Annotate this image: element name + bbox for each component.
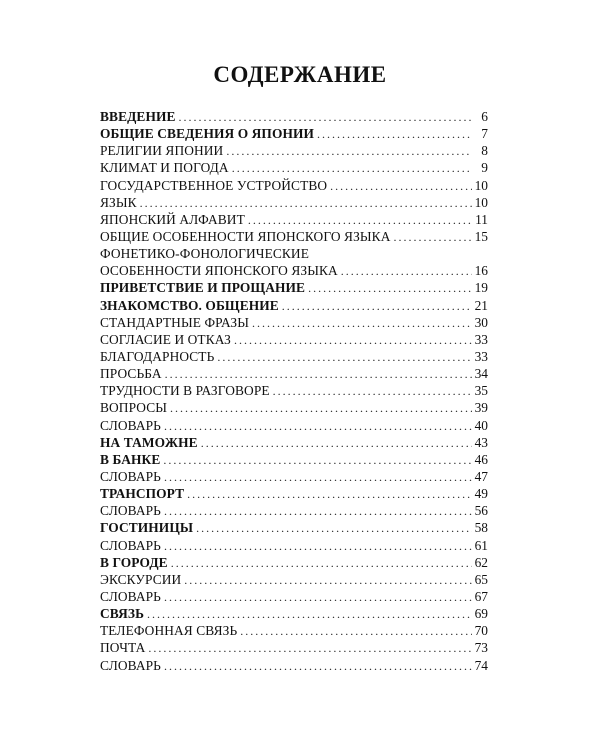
toc-page-number: 6 xyxy=(481,109,488,124)
toc-page-number: 11 xyxy=(475,211,488,227)
toc-entry-label: ВВЕДЕНИЕ xyxy=(100,109,176,124)
toc-entry-label: СЛОВАРЬ xyxy=(100,537,161,553)
toc-entry xyxy=(100,622,488,639)
dot-leader xyxy=(164,418,472,434)
toc-entry-label: НА ТАМОЖНЕ xyxy=(100,434,198,450)
toc-entry-label: ВОПРОСЫ xyxy=(100,400,168,416)
toc-entry-label: ЭКСКУРСИИ xyxy=(100,571,182,587)
toc-entry-label: ГОСТИНИЦЫ xyxy=(100,520,194,536)
toc-page-number: 19 xyxy=(474,280,488,296)
toc-entry xyxy=(100,399,488,416)
toc-entry xyxy=(100,279,488,296)
toc-page-number: 10 xyxy=(474,177,488,193)
toc-entry xyxy=(100,519,488,536)
toc-entry-label: ГОСУДАРСТВЕННОЕ УСТРОЙСТВО xyxy=(100,177,328,193)
dot-leader xyxy=(163,452,472,468)
toc-entry-label: ФОНЕТИКО-ФОНОЛОГИЧЕСКИЕ xyxy=(100,246,309,262)
dot-leader xyxy=(240,623,472,639)
toc-entry xyxy=(100,331,488,348)
toc-page-number: 67 xyxy=(474,588,488,604)
toc-entry-label: ОБЩИЕ ОСОБЕННОСТИ ЯПОНСКОГО ЯЗЫКА xyxy=(100,228,391,244)
toc-entry xyxy=(100,605,488,622)
toc-entry xyxy=(100,142,488,159)
dot-leader xyxy=(341,263,472,279)
toc-entry xyxy=(100,297,488,314)
dot-leader xyxy=(393,229,472,245)
dot-leader xyxy=(317,126,472,142)
toc-page-number: 62 xyxy=(474,554,488,570)
toc-page-number: 33 xyxy=(474,348,488,364)
toc-page-number: 30 xyxy=(474,314,488,330)
toc-entry-label: ТРУДНОСТИ В РАЗГОВОРЕ xyxy=(100,383,270,399)
dot-leader xyxy=(140,195,472,211)
dot-leader xyxy=(147,606,472,622)
toc-page-number: 46 xyxy=(474,451,488,467)
toc-entry xyxy=(100,537,488,554)
toc-page-number: 39 xyxy=(474,400,488,416)
toc-entry xyxy=(100,451,488,468)
toc-entry-label: В ГОРОДЕ xyxy=(100,554,168,570)
toc-entry xyxy=(100,159,488,176)
toc-entry-label: ПРОСЬБА xyxy=(100,366,162,382)
dot-leader xyxy=(164,538,472,554)
toc-entry-label: СЛОВАРЬ xyxy=(100,503,161,519)
toc-entry xyxy=(100,588,488,605)
dot-leader xyxy=(171,555,472,571)
toc-entry xyxy=(100,194,488,211)
toc-page-number: 47 xyxy=(474,468,488,484)
toc-entry xyxy=(100,502,488,519)
toc-entry-label: СОГЛАСИЕ И ОТКАЗ xyxy=(100,331,231,347)
toc-entry xyxy=(100,434,488,451)
dot-leader xyxy=(330,178,472,194)
toc-entry-label: СЛОВАРЬ xyxy=(100,417,161,433)
toc-entry xyxy=(100,365,488,382)
toc-entry xyxy=(100,468,488,485)
toc-page-number: 15 xyxy=(474,228,488,244)
toc-entry xyxy=(100,125,488,142)
toc-page-number: 69 xyxy=(474,606,488,622)
toc-entry-label: ПОЧТА xyxy=(100,640,146,656)
toc-page-number: 40 xyxy=(474,417,488,433)
toc-page-number: 74 xyxy=(474,657,488,673)
toc-entry-label: ЯЗЫК xyxy=(100,194,137,210)
toc-entry-label: ЯПОНСКИЙ АЛФАВИТ xyxy=(100,211,245,227)
toc-entry xyxy=(100,211,488,228)
dot-leader xyxy=(164,503,472,519)
toc-page-number: 49 xyxy=(474,486,488,502)
dot-leader xyxy=(164,469,472,485)
toc-entry-label: СЛОВАРЬ xyxy=(100,468,161,484)
dot-leader xyxy=(170,400,472,416)
toc-entry-label: ЗНАКОМСТВО. ОБЩЕНИЕ xyxy=(100,297,279,313)
toc-entry xyxy=(100,262,488,279)
toc-entry-label: ОСОБЕННОСТИ ЯПОНСКОГО ЯЗЫКА xyxy=(100,263,338,279)
toc-entry xyxy=(100,639,488,656)
toc-page-number: 35 xyxy=(474,383,488,399)
toc-entry xyxy=(100,245,488,262)
toc-entry xyxy=(100,554,488,571)
dot-leader xyxy=(248,212,472,228)
dot-leader xyxy=(252,315,472,331)
toc-entry xyxy=(100,348,488,365)
toc-entry xyxy=(100,177,488,194)
dot-leader xyxy=(201,435,472,451)
toc-entry xyxy=(100,228,488,245)
dot-leader xyxy=(148,640,472,656)
toc-entry xyxy=(100,108,488,125)
toc-entry-label: ТЕЛЕФОННАЯ СВЯЗЬ xyxy=(100,623,238,639)
dot-leader xyxy=(187,486,472,502)
toc-entry xyxy=(100,417,488,434)
dot-leader xyxy=(165,366,472,382)
page-title: СОДЕРЖАНИЕ xyxy=(213,62,387,87)
dot-leader xyxy=(282,298,472,314)
toc-page-number: 9 xyxy=(481,160,488,176)
toc-page-number: 33 xyxy=(474,331,488,347)
toc-entry-label: КЛИМАТ И ПОГОДА xyxy=(100,160,229,176)
dot-leader xyxy=(217,349,472,365)
toc-entry-label: СЛОВАРЬ xyxy=(100,657,161,673)
toc-page-number: 34 xyxy=(474,366,488,382)
dot-leader xyxy=(226,143,472,159)
toc-entry-label: СЛОВАРЬ xyxy=(100,588,161,604)
dot-leader xyxy=(273,383,472,399)
dot-leader xyxy=(179,109,472,125)
toc-page-number: 16 xyxy=(474,263,488,279)
toc-entry xyxy=(100,657,488,674)
toc-entry-label: ОБЩИЕ СВЕДЕНИЯ О ЯПОНИИ xyxy=(100,126,315,142)
toc-page-number: 56 xyxy=(474,503,488,519)
toc-page-number: 8 xyxy=(481,143,488,159)
toc-page-number: 58 xyxy=(474,520,488,536)
toc-entry xyxy=(100,485,488,502)
table-of-contents xyxy=(100,108,488,674)
dot-leader xyxy=(232,160,472,176)
toc-page-number: 21 xyxy=(474,297,488,313)
toc-page-number: 70 xyxy=(474,623,488,639)
toc-page-number: 73 xyxy=(474,640,488,656)
toc-page-number: 10 xyxy=(474,194,488,210)
toc-entry-label: ПРИВЕТСТВИЕ И ПРОЩАНИЕ xyxy=(100,280,306,296)
dot-leader xyxy=(164,658,472,674)
toc-entry xyxy=(100,314,488,331)
dot-leader xyxy=(234,332,472,348)
toc-entry xyxy=(100,571,488,588)
toc-entry xyxy=(100,382,488,399)
dot-leader xyxy=(196,520,472,536)
toc-entry-label: СВЯЗЬ xyxy=(100,606,145,622)
toc-entry-label: СТАНДАРТНЫЕ ФРАЗЫ xyxy=(100,314,249,330)
dot-leader xyxy=(184,572,472,588)
toc-entry-label: В БАНКЕ xyxy=(100,451,161,467)
toc-page-number: 61 xyxy=(474,537,488,553)
dot-leader xyxy=(164,589,472,605)
toc-page-number: 7 xyxy=(481,126,488,142)
dot-leader xyxy=(308,280,472,296)
toc-entry-label: БЛАГОДАРНОСТЬ xyxy=(100,348,215,364)
toc-entry-label: РЕЛИГИИ ЯПОНИИ xyxy=(100,143,224,159)
toc-entry-label: ТРАНСПОРТ xyxy=(100,486,185,502)
toc-page-number: 65 xyxy=(474,571,488,587)
toc-page-number: 43 xyxy=(474,434,488,450)
